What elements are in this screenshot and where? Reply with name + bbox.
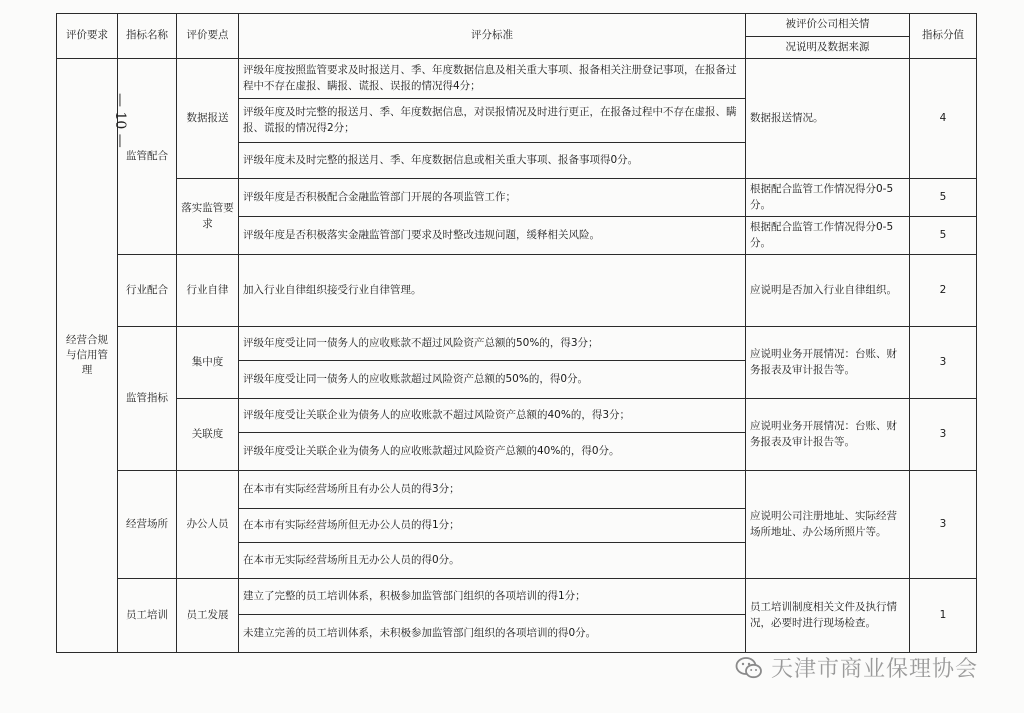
info-gld: 应说明业务开展情况：台账、财务报表及审计报告等。: [746, 399, 910, 471]
point-sjbs: 数据报送: [177, 59, 239, 179]
score-jzd: 3: [910, 327, 977, 399]
indicator-jgph: 监管配合: [118, 59, 177, 255]
standard-sjbs-2: 评级年度及时完整的报送月、季、年度数据信息，对误报情况及时进行更正，在报备过程中不存在虚报、瞒报、谎报的情况得2分；: [239, 99, 746, 143]
header-company-info-line2: 况说明及数据来源: [746, 37, 910, 59]
standard-lsjgyq-1: 评级年度是否积极配合金融监管部门开展的各项监管工作；: [239, 179, 746, 217]
info-lsjgyq-2: 根据配合监管工作情况得分0-5分。: [746, 217, 910, 255]
standard-bgry-3: 在本市无实际经营场所且无办公人员的得0分。: [239, 543, 746, 579]
point-gld: 关联度: [177, 399, 239, 471]
point-bgry: 办公人员: [177, 471, 239, 579]
score-lsjgyq-1: 5: [910, 179, 977, 217]
info-lsjgyq-1: 根据配合监管工作情况得分0-5分。: [746, 179, 910, 217]
info-jzd: 应说明业务开展情况：台账、财务报表及审计报告等。: [746, 327, 910, 399]
standard-ygfz-1: 建立了完整的员工培训体系，积极参加监管部门组织的各项培训的得1分；: [239, 579, 746, 615]
wechat-icon: [735, 656, 763, 680]
header-eval-point: 评价要点: [177, 14, 239, 59]
indicator-jgzb: 监管指标: [118, 327, 177, 471]
category-cell: 经营合规与信用管理: [57, 59, 118, 653]
indicator-ygpx: 员工培训: [118, 579, 177, 653]
info-sjbs: 数据报送情况。: [746, 59, 910, 179]
header-indicator-score: 指标分值: [910, 14, 977, 59]
standard-jzd-2: 评级年度受让同一债务人的应收账款超过风险资产总额的50%的，得0分。: [239, 361, 746, 399]
standard-sjbs-3: 评级年度未及时完整的报送月、季、年度数据信息或相关重大事项、报备事项得0分。: [239, 143, 746, 179]
standard-bgry-2: 在本市有实际经营场所但无办公人员的得1分；: [239, 509, 746, 543]
indicator-jycs: 经营场所: [118, 471, 177, 579]
standard-jzd-1: 评级年度受让同一债务人的应收账款不超过风险资产总额的50%的，得3分；: [239, 327, 746, 361]
score-bgry: 3: [910, 471, 977, 579]
indicator-hyph: 行业配合: [118, 255, 177, 327]
evaluation-table: [56, 13, 977, 653]
standard-bgry-1: 在本市有实际经营场所且有办公人员的得3分；: [239, 471, 746, 509]
info-bgry: 应说明公司注册地址、实际经营场所地址、办公场所照片等。: [746, 471, 910, 579]
standard-hyzl-1: 加入行业自律组织接受行业自律管理。: [239, 255, 746, 327]
standard-gld-2: 评级年度受让关联企业为债务人的应收账款超过风险资产总额的40%的，得0分。: [239, 433, 746, 471]
point-lsjgyq: 落实监管要求: [177, 179, 239, 255]
header-scoring-standard: 评分标准: [239, 14, 746, 59]
watermark-text: 天津市商业保理协会: [771, 657, 979, 682]
point-ygfz: 员工发展: [177, 579, 239, 653]
score-sjbs: 4: [910, 59, 977, 179]
score-hyzl: 2: [910, 255, 977, 327]
header-eval-requirement: 评价要求: [57, 14, 118, 59]
header-indicator-name: 指标名称: [118, 14, 177, 59]
point-hyzl: 行业自律: [177, 255, 239, 327]
info-hyzl: 应说明是否加入行业自律组织。: [746, 255, 910, 327]
score-ygfz: 1: [910, 579, 977, 653]
standard-sjbs-1: 评级年度按照监管要求及时报送月、季、年度数据信息及相关重大事项、报备相关注册登记事项，在报备过程中不存在虚报、瞒报、谎报、误报的情况得4分；: [239, 59, 746, 99]
score-gld: 3: [910, 399, 977, 471]
point-jzd: 集中度: [177, 327, 239, 399]
standard-lsjgyq-2: 评级年度是否积极落实金融监管部门要求及时整改违规问题，缓释相关风险。: [239, 217, 746, 255]
standard-gld-1: 评级年度受让关联企业为债务人的应收账款不超过风险资产总额的40%的，得3分；: [239, 399, 746, 433]
info-ygfz: 员工培训制度相关文件及执行情况，必要时进行现场检查。: [746, 579, 910, 653]
watermark: [735, 652, 978, 683]
page-number: — 10 —: [112, 93, 128, 148]
header-company-info-line1: 被评价公司相关情: [746, 14, 910, 37]
standard-ygfz-2: 未建立完善的员工培训体系，未积极参加监管部门组织的各项培训的得0分。: [239, 615, 746, 653]
score-lsjgyq-2: 5: [910, 217, 977, 255]
